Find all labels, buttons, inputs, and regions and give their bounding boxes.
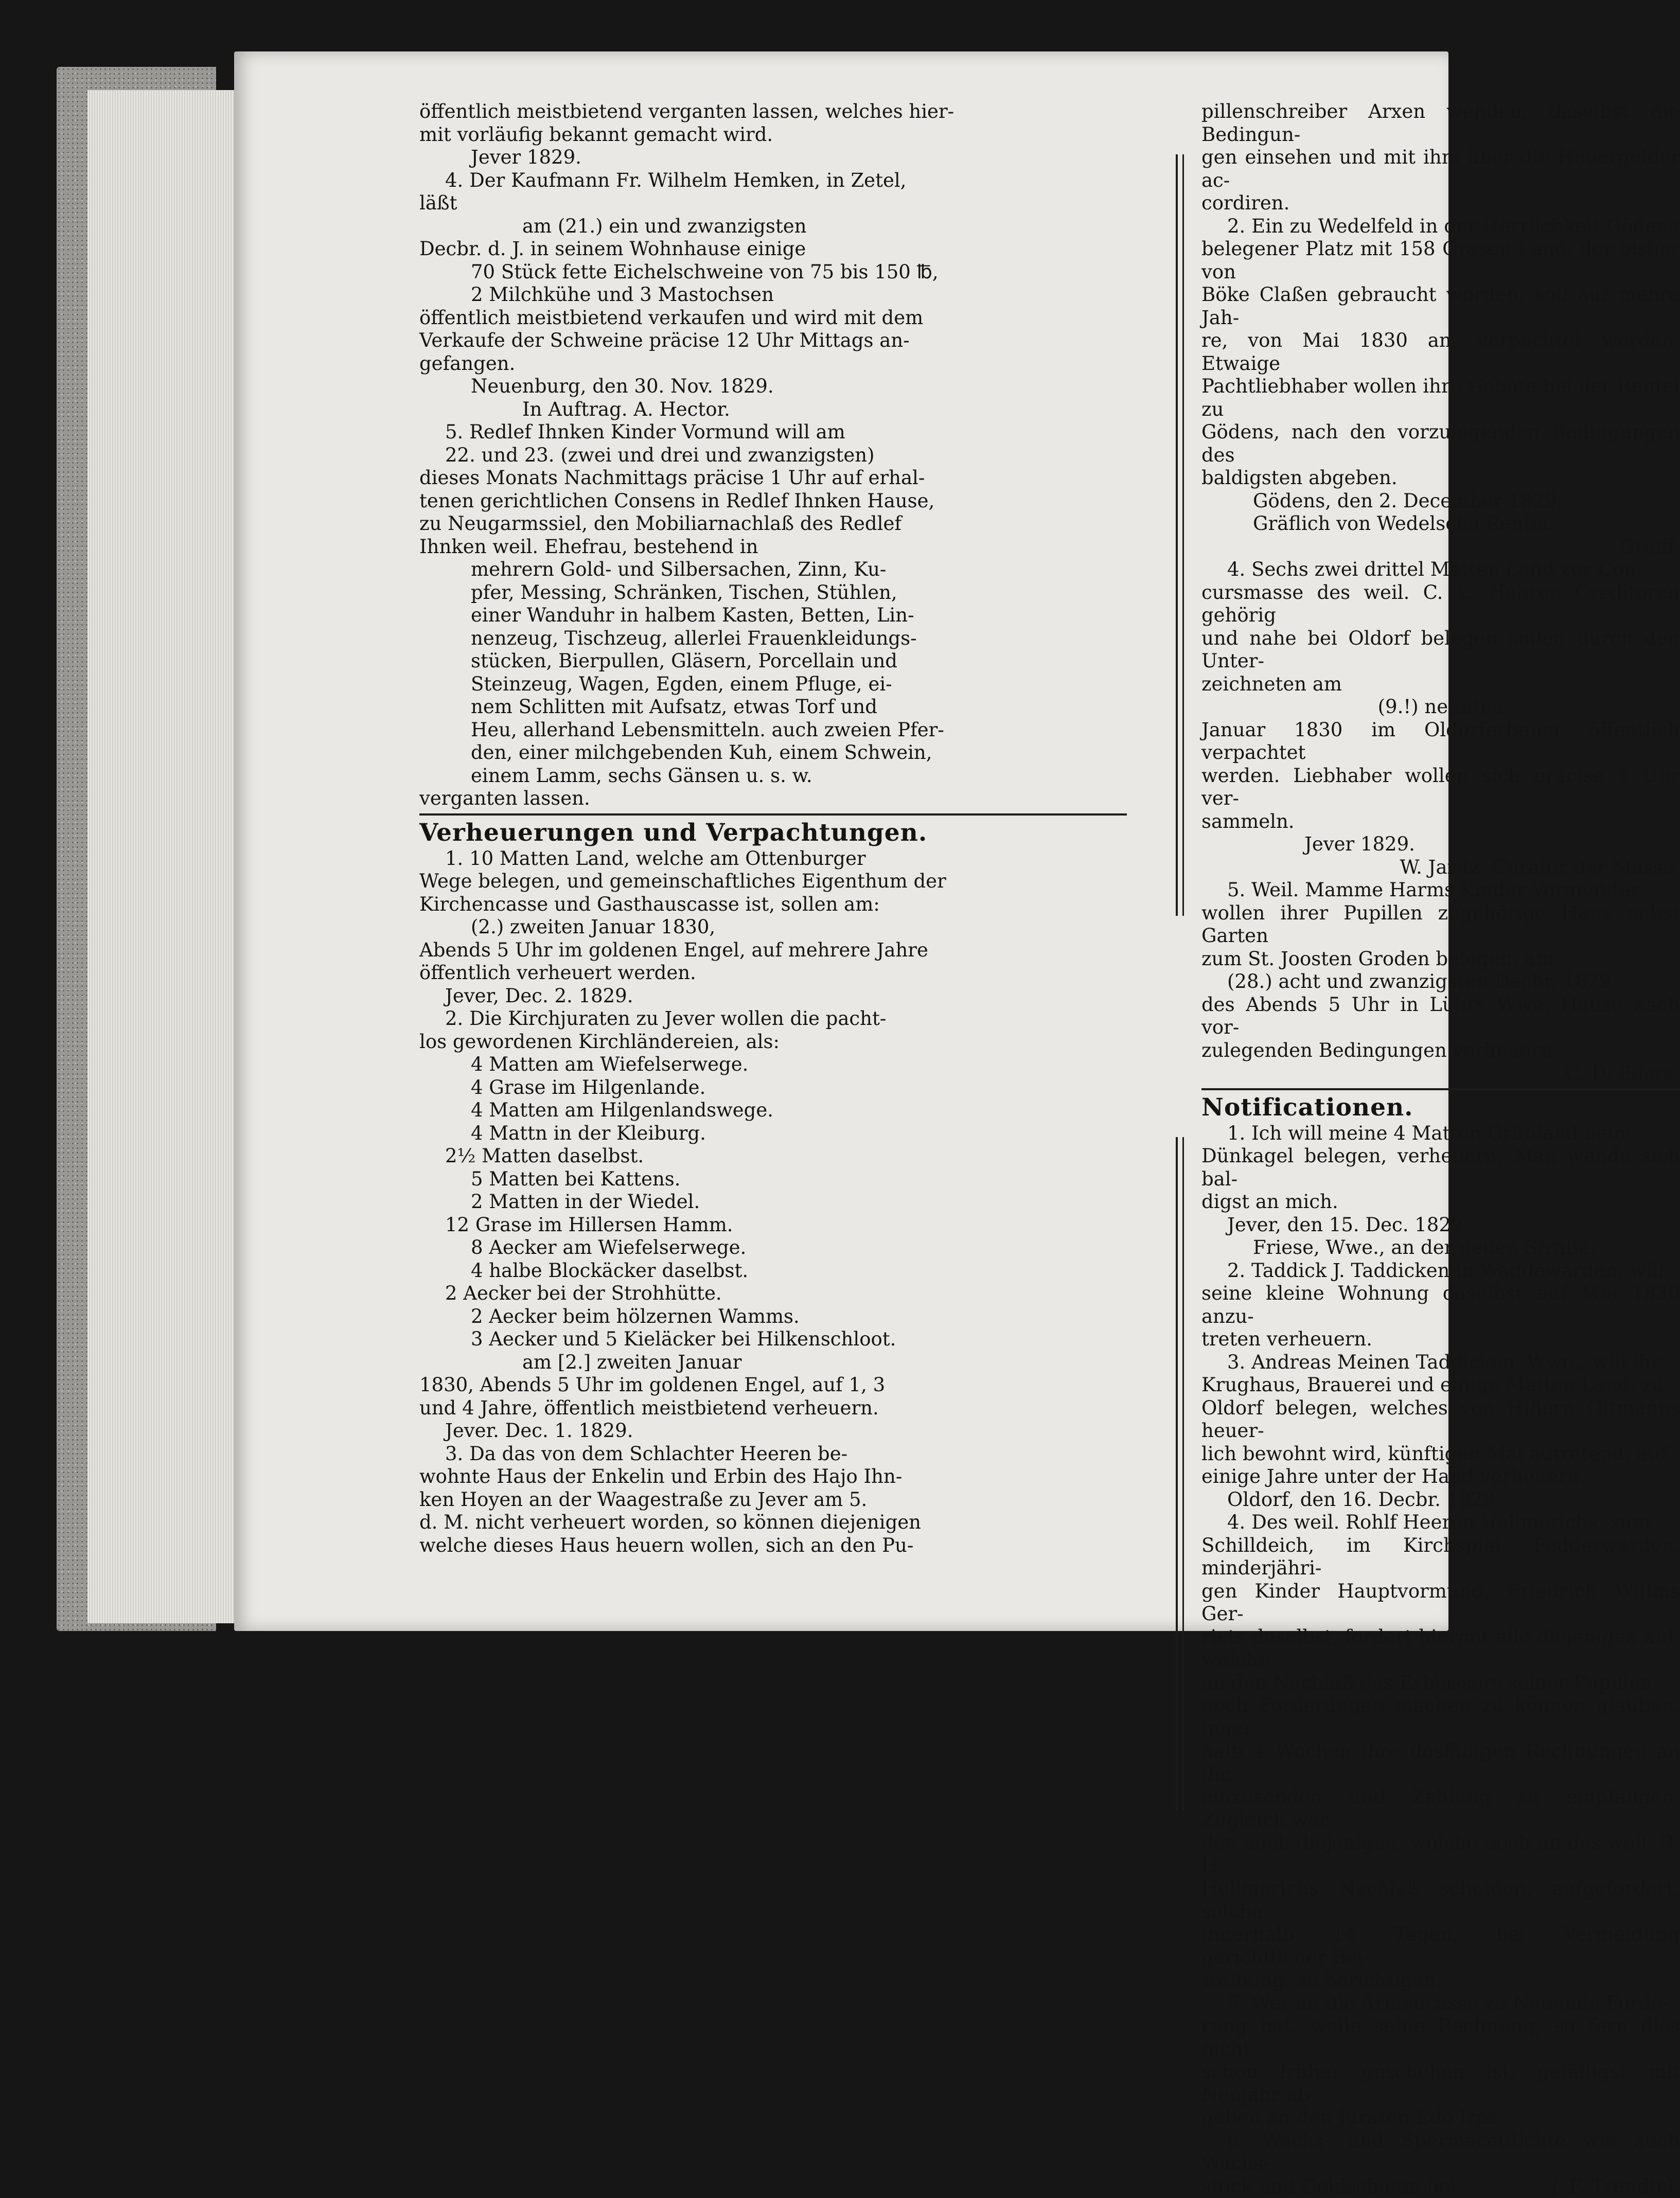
text-line: 1830, Abends 5 Uhr im goldenen Engel, auf 1, 3 [419,1374,1127,1397]
signature: Gräflich von Wedelsche Rentei. [1201,512,1680,536]
list-item: 4 Matten am Hilgenlandswege. [419,1099,1127,1122]
text-line: und nahe bei Oldorf belegen sollen durch den Unter- [1201,627,1680,673]
text-line: digst an mich. [1201,1191,1680,1214]
section-heading: Notificationen. [1201,1093,1680,1122]
text-line: baldigsten abgeben. [1201,467,1680,490]
text-line: öffentlich verheuert werden. [419,962,1127,985]
text-line: noch Forderungen machen zu können glauben, inner- [1201,1694,1680,1740]
text-line: 5. Wer an die Armencasse zu Neuende Forde- [1201,1992,1680,2015]
signature: In Auftrag. A. Hector. [419,398,1127,421]
signature: J. F. Trendtel. [1551,2175,1680,2198]
list-item: 4 Matten am Wiefelserwege. [419,1053,1127,1076]
date-line: Jever, Dec. 2. 1829. [419,985,1127,1008]
text-line: dieses Monats Nachmittags präcise 1 Uhr auf erhal- [419,467,1127,490]
text-line: und 4 Jahre, öffentlich meistbietend verheuern. [419,1397,1127,1420]
text-line: mehrern Gold- und Silbersachen, Zinn, Ku- [419,558,1127,581]
text-line: d. M. nicht verheuert worden, so können diejenigen [419,1511,1127,1534]
text-line: nem Schlitten mit Aufsatz, etwas Torf und [419,696,1127,719]
text-line: (28.) acht und zwanzigsten Decbr. 1829. [1201,970,1680,994]
text-line: tenen gerichtlichen Consens in Redlef Ihnken Hause, [419,490,1127,513]
text-line: gen Kinder Hauptvormund, Friedrich Willms Ger- [1201,1580,1680,1626]
text-line: Heu, allerhand Lebensmitteln. auch zweien Pfer- [419,719,1127,742]
column-rule [1176,1137,1178,1811]
text-line: einer Wanduhr in halbem Kasten, Betten, Lin- [419,604,1127,627]
list-item: 2 Matten in der Wiedel. [419,1191,1127,1214]
date-line: Jever. Dec. 1. 1829. [419,1420,1127,1443]
text-line: lich bewohnt wird, künftigen Mai autretend, auf [1201,1443,1680,1466]
column-rule [1182,154,1184,916]
text-line: halb 4 Wochen ihre desfälligen Rechnungen an ihn [1201,1740,1680,1786]
text-line: mit vorläufig bekannt gemacht wird. [419,123,1127,147]
text-line: läßt [419,192,1127,215]
text-line: stücken, Bierpullen, Gläsern, Porcellain und [419,650,1127,673]
text-line: los gewordenen Kirchländereien, als: [419,1031,1127,1054]
signature: Friese, Wwe., an der neuen Straße. [1201,1236,1680,1260]
text-line: einzusenden und Zahlung zu empfangen. Zugleich wer- [1201,1786,1680,1832]
list-item: 3 Aecker und 5 Kieläcker bei Hilkenschloot. [419,1328,1127,1351]
text-line: einem Lamm, sechs Gänsen u. s. w. [419,765,1127,788]
text-line: seine kleine Wohnung daselbst auf Mai 1830 anzu- [1201,1282,1680,1328]
page-stack [87,90,242,1623]
text-line [1201,2175,1680,2198]
signature: Greiff. [1201,536,1680,559]
text-line: einige Jahre unter der Hand verheuern. [1201,1465,1680,1488]
text-line: Schilldeich, im Kirchspiel Fedderwarden, minderjähri- [1201,1534,1680,1580]
column-rule [1182,1137,1184,1811]
text-line: öffentlich meistbietend verganten lassen, welches hier- [419,100,1127,123]
text-line: 5. Weil. Mamme Harms Kinder Vormünder [1201,879,1680,902]
text-line: an den Nachlaß des Erblassers seiner Pupillen [1201,1672,1680,1695]
text-line: Gödens, nach den vorzulegenden Bedingungen des [1201,421,1680,467]
text-line: Oldorf belegen, welches von Hillern Oltmanns heuer- [1201,1397,1680,1443]
list-item: 2 Aecker bei der Strohhütte. [419,1282,1127,1305]
text-line: zulegenden Bedingungen verheuern. [1201,1039,1680,1062]
column-rule [1176,154,1178,916]
text-line: zu Neugarmssiel, den Mobiliarnachlaß des Redlef [419,512,1127,536]
date-line: Jever, den 15. Dec. 1829. [1201,1214,1680,1237]
text-line: sammeln. [1201,810,1680,834]
text-line: 3. Da das von dem Schlachter Heeren be- [419,1443,1127,1466]
text-line: pillenschreiber Arxen wenden, daselbst die Bedingun- [1201,100,1680,146]
text-line: innerhalb 14 Tagen, bei Vermeidung gerichtlicher Bei- [1201,1923,1680,1969]
text-line: Krughaus, Brauerei und einige Matten Land, zu [1201,1374,1680,1397]
date-line: Jever 1829. [1201,833,1680,856]
left-column [419,100,1127,1557]
text-line: gen einsehen und mit ihm über die Heuergelder ac- [1201,146,1680,192]
text-line: zeichneten am [1201,673,1680,696]
text-line: Ihnken weil. Ehefrau, bestehend in [419,536,1127,559]
text-line: riets daselbst, fordert hiermit alle diejenigen auf, welche [1201,1626,1680,1672]
text-line: 2. Taddick J. Taddicken in Waddewarden, will [1201,1260,1680,1283]
text-line: Hellmerichs Nachlaß schulden, aufgefordert, solche [1201,1877,1680,1923]
right-column [1201,100,1680,2198]
text-line: gefangen. [419,352,1127,376]
date-line: Gödens, den 2. December 1829. [1201,490,1680,513]
newspaper-page [234,51,1448,1631]
text-line: pfer, Messing, Schränken, Tischen, Stühlen, [419,581,1127,605]
text-line: 70 Stück fette Eichelschweine von 75 bis 150 ℔, [419,261,1127,284]
text-line: 4. Der Kaufmann Fr. Wilhelm Hemken, in Zetel, [419,169,1127,192]
list-item: 4 halbe Blockäcker daselbst. [419,1260,1127,1283]
text-line: Böke Claßen gebraucht worden, soll auf mehre Jah- [1201,283,1680,329]
text-line: schon früher geschehen ist, gefälligst mit Neujahr ab- [1201,2061,1680,2106]
list-item: 12 Grase im Hillersen Hamm. [419,1214,1127,1237]
list-item: 4 Grase im Hilgenlande. [419,1076,1127,1100]
list-item: 2½ Matten daselbst. [419,1145,1127,1168]
text-line: den, einer milchgebenden Kuh, einem Schwein, [419,741,1127,765]
text-line: treibung, zu berichtigen. [1201,1969,1680,1992]
text-line: 5. Redlef Ihnken Kinder Vormund will am [419,421,1127,444]
list-item: 2 Aecker beim hölzernen Wamms. [419,1305,1127,1328]
text-line: werden. Liebhaber wollen sich präcise 1 Uhr ver- [1201,765,1680,810]
date-line: Neuenburg, den 30. Nov. 1829. [419,375,1127,398]
section-rule [1201,1088,1680,1090]
text-line: treten verheuern. [1201,1328,1680,1351]
text-line: Abends 5 Uhr im goldenen Engel, auf mehrere Jahre [419,939,1127,962]
text-line: welche dieses Haus heuern wollen, sich an den Pu- [419,1534,1127,1557]
text-line: Pachtliebhaber wollen ihre Gebote bei der Rentei zu [1201,375,1680,421]
text-line: am [2.] zweiten Januar [419,1351,1127,1374]
signature: W. Jaritz, Curator der Masse. [1201,856,1680,879]
text-line: geben an den Juraten Edo Irps. [1201,2106,1680,2130]
text-line: 2. Ein zu Wedelfeld in der Herrlichkeit Gödens [1201,215,1680,238]
text-line: 6. Wachs- und Spermacetilichte wie auch Wachs- [1201,2130,1680,2175]
section-heading: Verheuerungen und Verpachtungen. [419,819,1127,847]
text-line: ken Hoyen an der Waagestraße zu Jever am 5. [419,1488,1127,1512]
text-line: Wege belegen, und gemeinschaftliches Eigenthum der [419,870,1127,893]
text-line: belegener Platz mit 158 Grasen Land, der bisher von [1201,238,1680,283]
text-line: zum St. Joosten Groden belegen, am [1201,948,1680,971]
date-line: Oldorf, den 16. Decbr. 1829. [1201,1488,1680,1512]
text-line: wohnte Haus der Enkelin und Erbin des Hajo Ihn- [419,1465,1127,1488]
text-line: 4. Sechs zwei drittel Matten Land zur Con- [1201,558,1680,581]
text-line: 2 Milchkühe und 3 Mastochsen [419,283,1127,307]
text-line: 1. 10 Matten Land, welche am Ottenburger [419,847,1127,871]
list-item: 8 Aecker am Wiefelserwege. [419,1236,1127,1260]
text-line: des Abends 5 Uhr in Lührs Wwe. Hause nach vor- [1201,994,1680,1039]
text-line: nenzeug, Tischzeug, allerlei Frauenkleidungs- [419,627,1127,650]
text-line: verganten lassen. [419,787,1127,810]
text-line: wollen ihrer Pupillen zugehörige Haus nebst Garten [1201,902,1680,948]
text-line: cordiren. [1201,192,1680,215]
text-line: öffentlich meistbietend verkaufen und wird mit dem [419,307,1127,330]
text-line: 4. Des weil. Rohlf Heeren Hellmerichs, zum [1201,1511,1680,1534]
text-line: 1. Ich will meine 4 Matten Grünland beim [1201,1122,1680,1145]
text-fragment: stock und Goldschaum bei [1201,2175,1456,2198]
text-line: Kirchencasse und Gasthauscasse ist, sollen am: [419,893,1127,916]
date-line: Jever 1829. [419,146,1127,169]
text-line: Dünkagel belegen, verheuern. Man wende sich bal- [1201,1145,1680,1191]
text-line: 22. und 23. (zwei und drei und zwanzigsten) [419,444,1127,467]
text-line: am (21.) ein und zwanzigsten [419,215,1127,238]
text-line: Januar 1830 im Oldorferbaum öffentlich verpachtet [1201,719,1680,765]
text-line: (2.) zweiten Januar 1830, [419,916,1127,939]
signature: C. D. Eilers. [1201,1062,1680,1085]
text-line: rung hat, wolle seine Rechnung, so fern dies nicht [1201,2015,1680,2061]
text-line: cursmasse des weil. C. L. Hehren Creditoren gehörig [1201,581,1680,627]
list-item: 5 Matten bei Kattens. [419,1168,1127,1191]
text-line: Decbr. d. J. in seinem Wohnhause einige [419,238,1127,261]
text-line: 3. Andreas Meinen Taddicken, Wwe., will ihr [1201,1351,1680,1374]
text-line: 2. Die Kirchjuraten zu Jever wollen die pacht- [419,1007,1127,1031]
text-line: Verkaufe der Schweine präcise 12 Uhr Mittags an- [419,329,1127,352]
section-rule [419,813,1127,816]
text-line: (9.!) neunten [1201,696,1680,719]
text-line: den auch diejenigen, welche noch an des weil. R. H. [1201,1832,1680,1877]
list-item: 4 Mattn in der Kleiburg. [419,1122,1127,1145]
text-line: re, von Mai 1830 an, verpachtet werden. Etwaige [1201,329,1680,375]
text-line: Steinzeug, Wagen, Egden, einem Pfluge, ei- [419,673,1127,696]
